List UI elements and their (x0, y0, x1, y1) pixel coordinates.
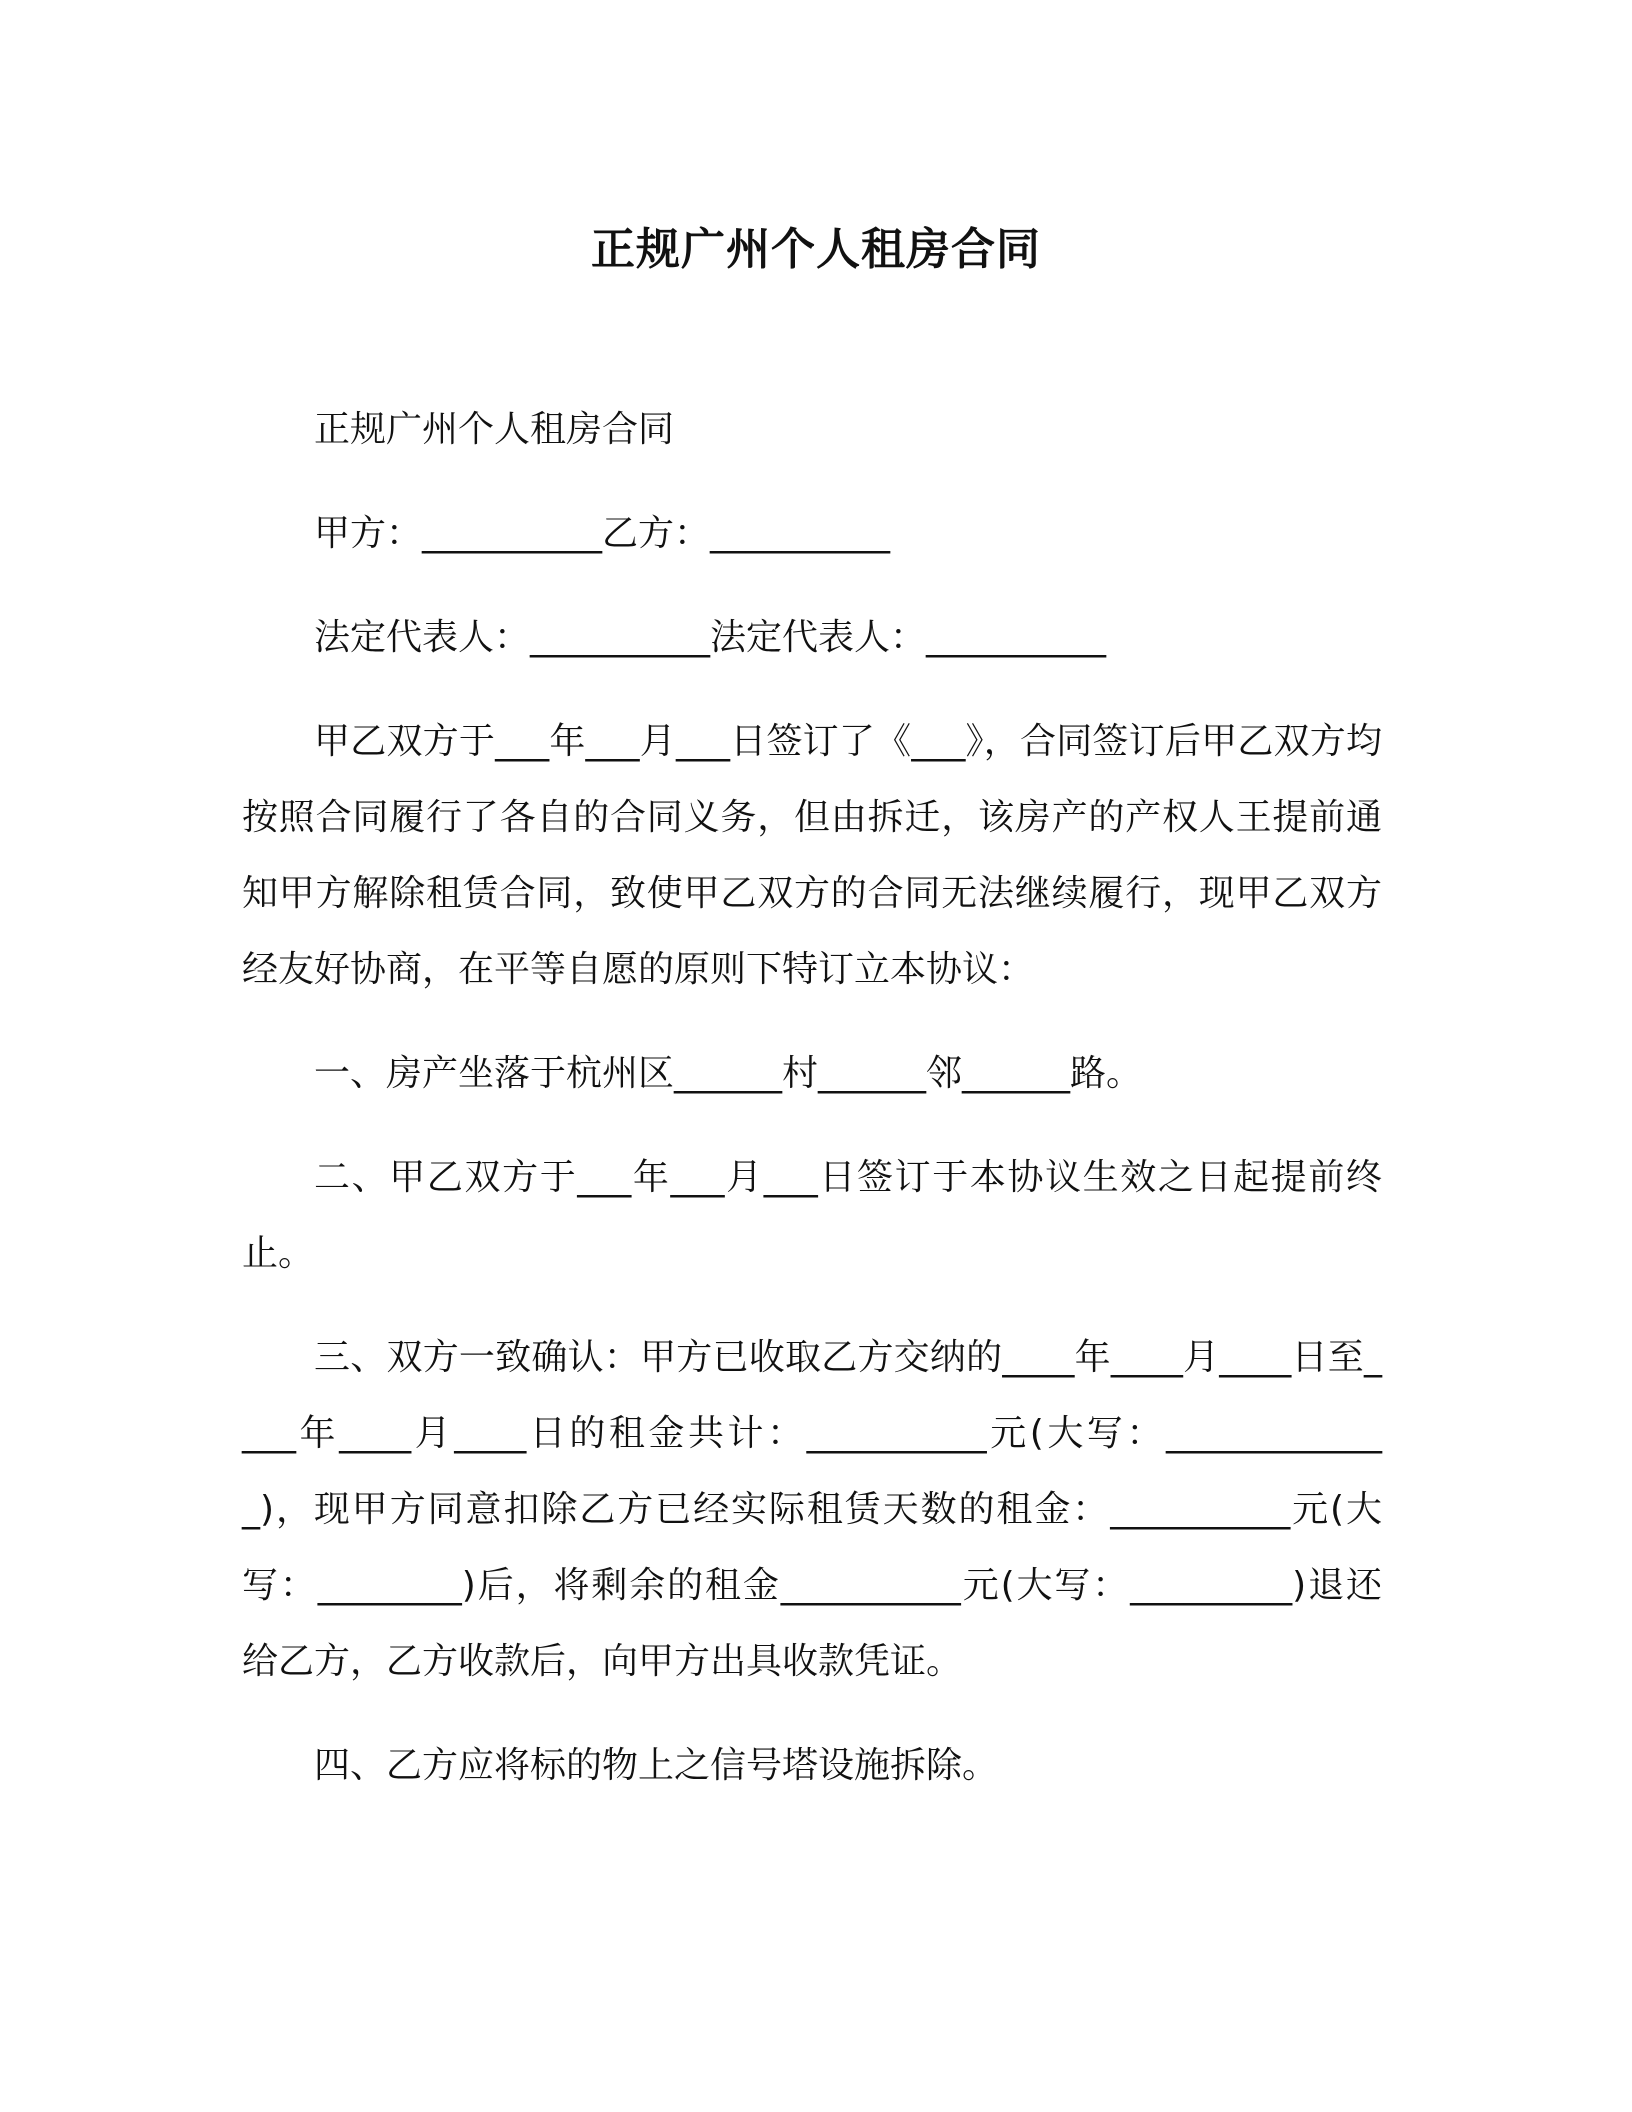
paragraph-preamble: 甲乙双方于___年___月___日签订了《___》，合同签订后甲乙双方均按照合同履行了各自的合同义务，但由拆迁，该房产的产权人王提前通知甲方解除租赁合同，致使甲乙双方的合同无法继续履行，现甲乙双方经友好协商，在平等自愿的原则下特订立本协议： (242, 721, 1382, 990)
paragraph-clause-4: 四、乙方应将标的物上之信号塔设施拆除。 (314, 1745, 999, 1786)
paragraph-clause-1: 一、房产坐落于杭州区______村______邻______路。 (314, 1053, 1143, 1094)
paragraph-clause-2: 二、甲乙双方于___年___月___日签订于本协议生效之日起提前终止。 (242, 1157, 1382, 1274)
document-title: 正规广州个人租房合同 (591, 224, 1041, 275)
paragraph-representatives: 法定代表人：__________法定代表人：__________ (314, 617, 1107, 658)
paragraph-subtitle: 正规广州个人租房合同 (314, 409, 675, 450)
document-body (242, 392, 1382, 1832)
paragraph-parties: 甲方：__________乙方：__________ (314, 513, 891, 554)
paragraph-clause-3: 三、双方一致确认：甲方已收取乙方交纳的____年____月____日至____年____月____日的租金共计：__________元(大写：_____________)，现甲方同意扣除乙方已经实际租赁天数的租金：__________元(大写：________)后，将剩余的租金__________元(大写：_________)退还给乙方，乙方收款后，向甲方出具收款凭证。 (242, 1337, 1382, 1682)
